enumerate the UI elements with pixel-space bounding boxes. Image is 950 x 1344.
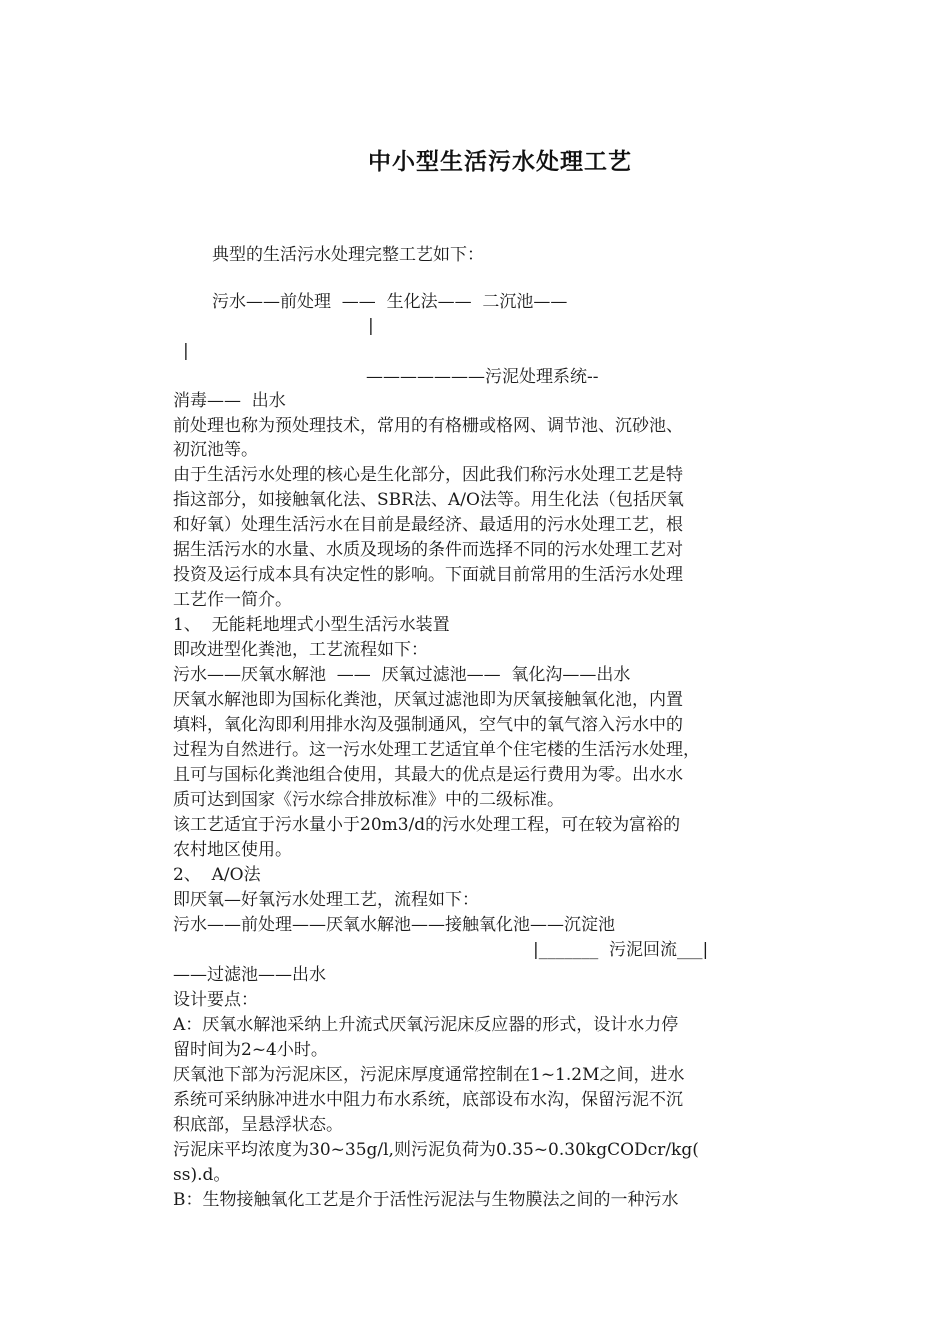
paragraph-line: 投资及运行成本具有决定性的影响。下面就目前常用的生活污水处理: [173, 565, 683, 585]
paragraph-line: 过程为自然进行。这一污水处理工艺适宜单个住宅楼的生活污水处理，: [173, 740, 700, 760]
flow-diagram-return: |_______ 污泥回流___|: [533, 940, 709, 960]
paragraph-line: 指这部分，如接触氧化法、SBR法、A/O法等。用生化法（包括厌氧: [173, 490, 684, 510]
paragraph-line: 设计要点：: [173, 990, 258, 1010]
flow-diagram-end: 消毒—— 出水: [173, 391, 286, 411]
flow-diagram-pipe: |: [183, 341, 189, 361]
paragraph-line: 工艺作一简介。: [173, 590, 292, 610]
flow-diagram-main: 污水——前处理 —— 生化法—— 二沉池——: [212, 292, 568, 312]
flow-diagram-line: 污水——前处理——厌氧水解池——接触氧化池——沉淀池: [173, 915, 615, 935]
paragraph-line: 积底部，呈悬浮状态。: [173, 1115, 343, 1135]
paragraph-line: 留时间为2~4小时。: [173, 1040, 328, 1060]
paragraph-line: 初沉池等。: [173, 440, 258, 460]
section-heading: 1、 无能耗地埋式小型生活污水装置: [173, 615, 450, 635]
paragraph-line: 污泥床平均浓度为30~35g/l,则污泥负荷为0.35~0.30kgCODcr/kg(: [173, 1140, 699, 1160]
paragraph-line: 和好氧）处理生活污水在目前是最经济、最适用的污水处理工艺，根: [173, 515, 683, 535]
paragraph-line: B：生物接触氧化工艺是介于活性污泥法与生物膜法之间的一种污水: [173, 1190, 679, 1210]
flow-diagram-pipe: |: [368, 316, 374, 336]
paragraph-line: 质可达到国家《污水综合排放标准》中的二级标准。: [173, 790, 564, 810]
page-title: 中小型生活污水处理工艺: [368, 149, 632, 175]
paragraph-line: 即厌氧—好氧污水处理工艺，流程如下：: [173, 890, 479, 910]
section-heading: 2、 A/O法: [173, 865, 261, 885]
paragraph-line: 即改进型化粪池，工艺流程如下：: [173, 640, 428, 660]
paragraph-line: 前处理也称为预处理技术，常用的有格栅或格网、调节池、沉砂池、: [173, 416, 683, 436]
paragraph-line: 据生活污水的水量、水质及现场的条件而选择不同的污水处理工艺对: [173, 540, 683, 560]
paragraph-line: 且可与国标化粪池组合使用，其最大的优点是运行费用为零。出水水: [173, 765, 683, 785]
flow-diagram-sludge: ———————污泥处理系统--: [366, 367, 599, 387]
flow-diagram-line: ——过滤池——出水: [173, 965, 326, 985]
flow-diagram-line: 污水——厌氧水解池 —— 厌氧过滤池—— 氧化沟——出水: [173, 665, 631, 685]
paragraph-line: ss).d。: [173, 1165, 231, 1185]
paragraph-line: 厌氧池下部为污泥床区，污泥床厚度通常控制在1~1.2M之间，进水: [173, 1065, 685, 1085]
paragraph-line: 系统可采纳脉冲进水中阻力布水系统，底部设布水沟，保留污泥不沉: [173, 1090, 683, 1110]
paragraph-line: 填料，氧化沟即利用排水沟及强制通风，空气中的氧气溶入污水中的: [173, 715, 683, 735]
paragraph-line: 厌氧水解池即为国标化粪池，厌氧过滤池即为厌氧接触氧化池，内置: [173, 690, 683, 710]
paragraph-line: A：厌氧水解池采纳上升流式厌氧污泥床反应器的形式，设计水力停: [173, 1015, 679, 1035]
paragraph-line: 该工艺适宜于污水量小于20m3/d的污水处理工程，可在较为富裕的: [173, 815, 681, 835]
paragraph-line: 农村地区使用。: [173, 840, 292, 860]
intro-line: 典型的生活污水处理完整工艺如下：: [212, 245, 484, 265]
paragraph-line: 由于生活污水处理的核心是生化部分，因此我们称污水处理工艺是特: [173, 465, 683, 485]
